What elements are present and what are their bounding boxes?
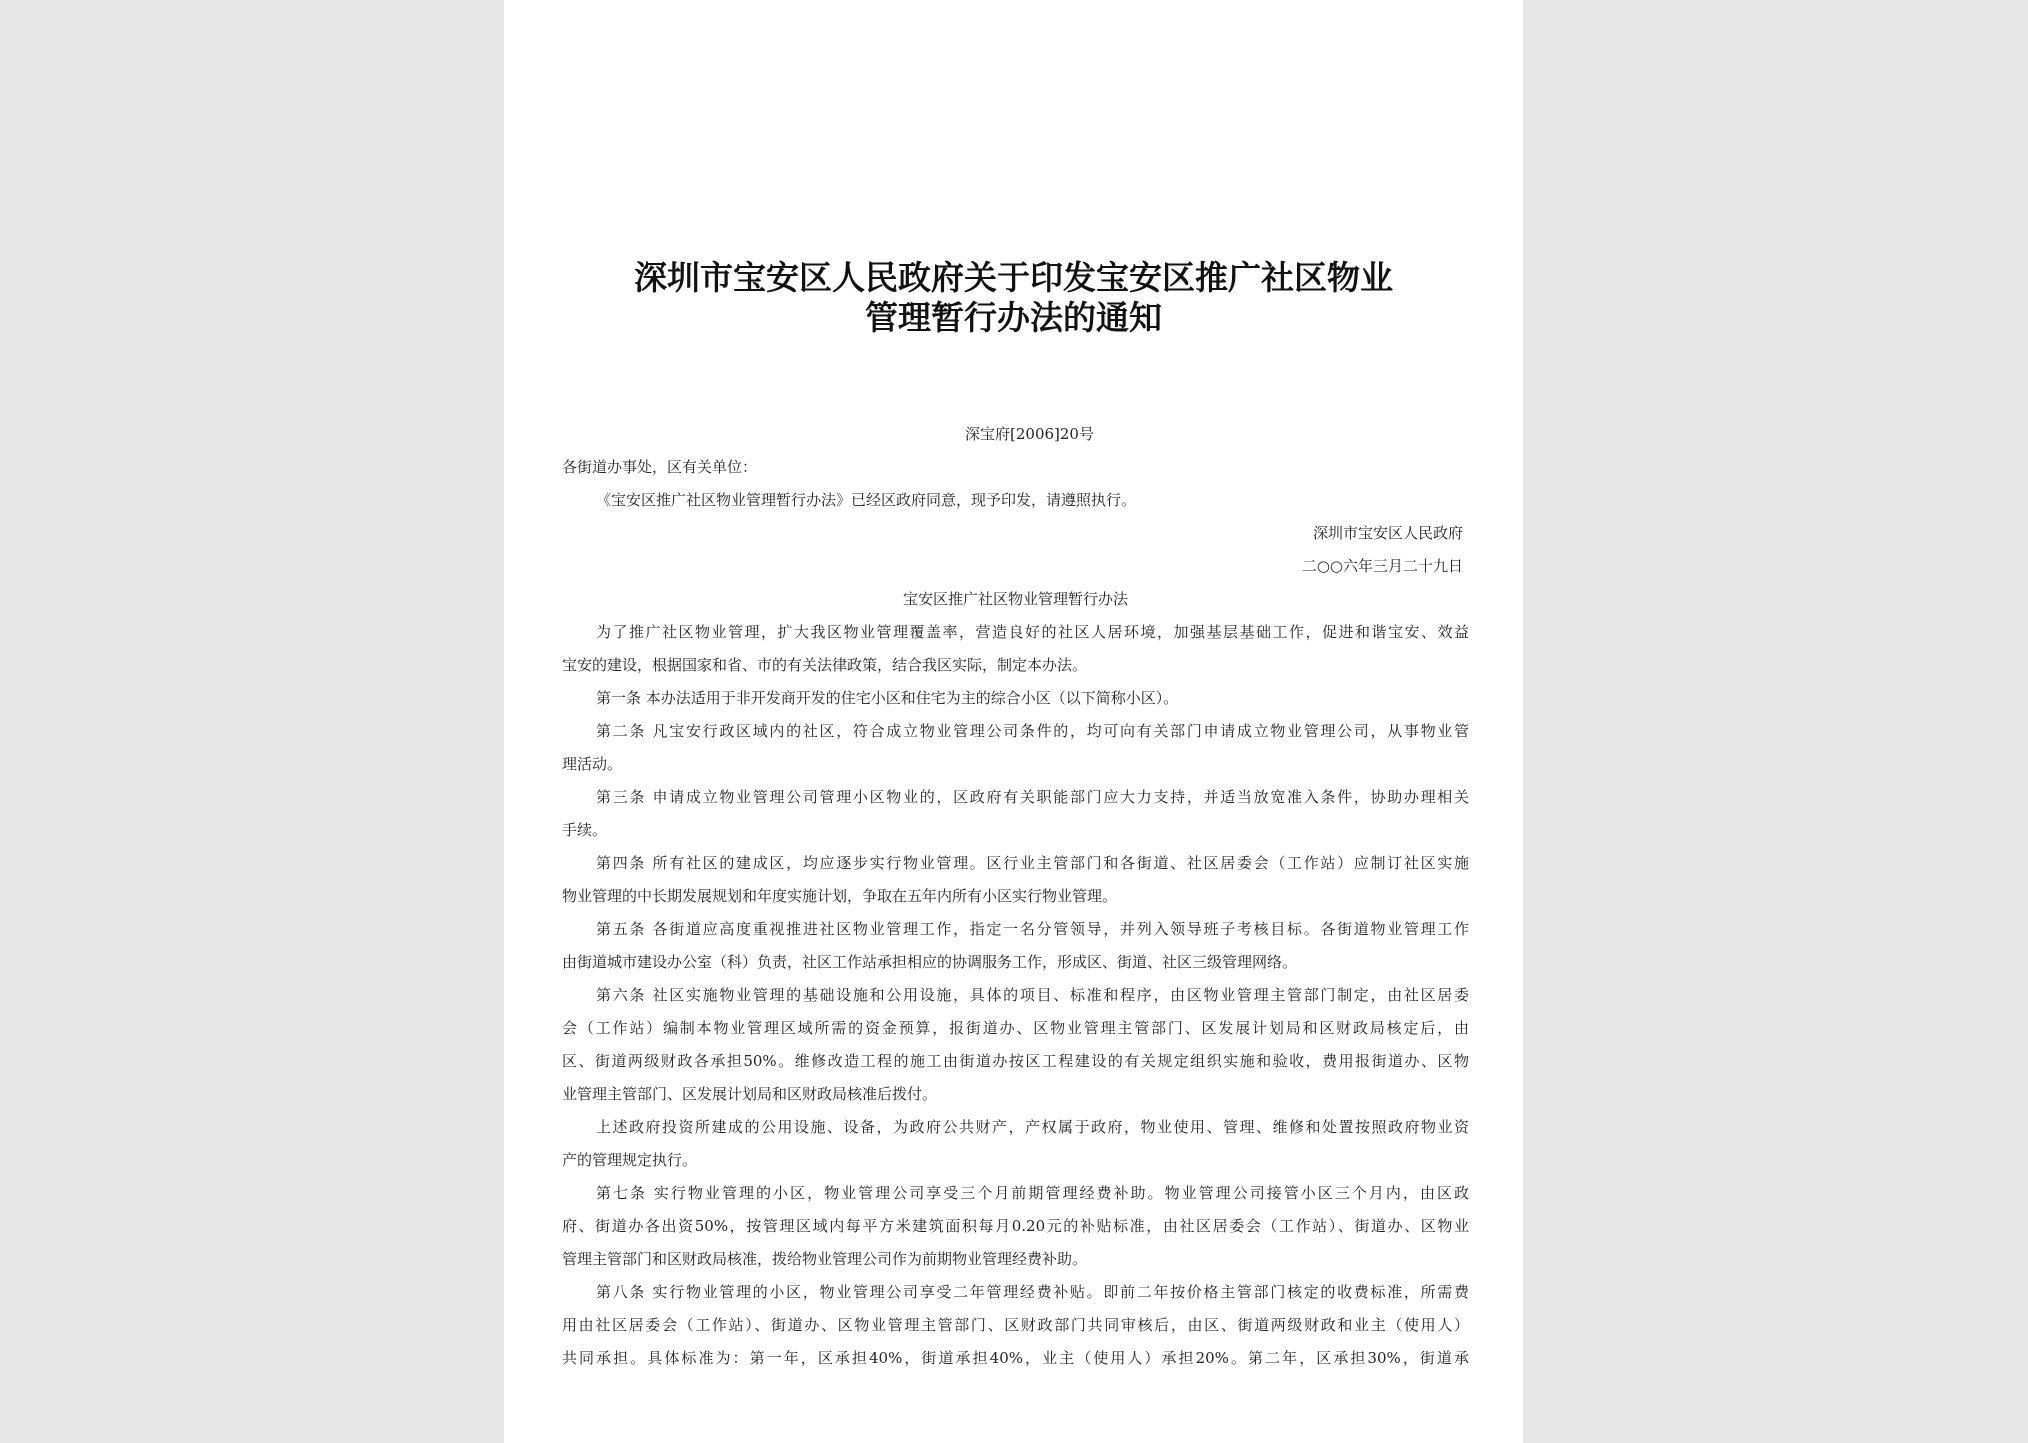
paragraph-line: 府、街道办各出资50%，按管理区域内每平方米建筑面积每月0.20元的补贴标准，由社区居委会（工作站）、街道办、区物业 (562, 1217, 1469, 1235)
paragraph-line: 上述政府投资所建成的公用设施、设备，为政府公共财产，产权属于政府，物业使用、管理、维修和处置按照政府物业资 (596, 1118, 1469, 1136)
paragraph-article-4 (562, 847, 1469, 913)
paragraph-line: 会（工作站）编制本物业管理区域所需的资金预算，报街道办、区物业管理主管部门、区发展计划局和区财政局核定后，由 (562, 1019, 1469, 1037)
subtitle: 宝安区推广社区物业管理暂行办法 (902, 590, 1128, 608)
paragraph-line: 第八条 实行物业管理的小区，物业管理公司享受二年管理经费补贴。即前二年按价格主管部门核定的收费标准，所需费 (596, 1283, 1469, 1301)
paragraph-line: 第二条 凡宝安行政区域内的社区，符合成立物业管理公司条件的，均可向有关部门申请成立物业管理公司，从事物业管 (596, 722, 1469, 740)
paragraph-line: 第三条 申请成立物业管理公司管理小区物业的，区政府有关职能部门应大力支持，并适当放宽准入条件，协助办理相关 (596, 788, 1469, 806)
paragraph-line: 第六条 社区实施物业管理的基础设施和公用设施，具体的项目、标准和程序，由区物业管理主管部门制定，由社区居委 (596, 986, 1469, 1004)
paragraph-public-assets (562, 1111, 1469, 1177)
paragraph-line: 由街道城市建设办公室（科）负责，社区工作站承担相应的协调服务工作，形成区、街道、社区三级管理网络。 (562, 953, 1298, 971)
document-page (504, 0, 1523, 1443)
paragraph-line: 第五条 各街道应高度重视推进社区物业管理工作，指定一名分管领导，并列入领导班子考核目标。各街道物业管理工作 (596, 920, 1469, 938)
paragraph-line: 区、街道两级财政各承担50%。维修改造工程的施工由街道办按区工程建设的有关规定组织实施和验收，费用报街道办、区物 (562, 1052, 1469, 1070)
paragraph-line: 理活动。 (562, 755, 623, 773)
issuer: 深圳市宝安区人民政府 (1312, 524, 1463, 542)
issue-date: 二○○六年三月二十九日 (1301, 557, 1463, 575)
paragraph-line: 共同承担。具体标准为：第一年，区承担40%，街道承担40%，业主（使用人）承担20%。第二年，区承担30%，街道承 (562, 1349, 1469, 1367)
paragraph-line: 产的管理规定执行。 (562, 1151, 698, 1169)
paragraph-line: 物业管理的中长期发展规划和年度实施计划，争取在五年内所有小区实行物业管理。 (562, 887, 1118, 905)
paragraph-line: 管理主管部门和区财政局核准，拨给物业管理公司作为前期物业管理经费补助。 (562, 1250, 1088, 1268)
paragraph-line: 业管理主管部门、区发展计划局和区财政局核准后拨付。 (562, 1085, 938, 1103)
title-line-2: 管理暂行办法的通知 (865, 298, 1162, 337)
paragraph-line: 宝安的建设，根据国家和省、市的有关法律政策，结合我区实际，制定本办法。 (562, 656, 1088, 674)
paragraph-line: 第七条 实行物业管理的小区，物业管理公司享受三个月前期管理经费补助。物业管理公司接管小区三个月内，由区政 (596, 1184, 1469, 1202)
paragraph-line: 第四条 所有社区的建成区，均应逐步实行物业管理。区行业主管部门和各街道、社区居委会（工作站）应制订社区实施 (596, 854, 1469, 872)
paragraph-line: 手续。 (562, 821, 608, 839)
paragraph-line: 为了推广社区物业管理，扩大我区物业管理覆盖率，营造良好的社区人居环境，加强基层基础工作，促进和谐宝安、效益 (596, 623, 1469, 641)
paragraph-line: 第一条 本办法适用于非开发商开发的住宅小区和住宅为主的综合小区（以下简称小区）。 (596, 689, 1179, 707)
document-number: 深宝府[2006]20号 (965, 425, 1094, 443)
salutation: 各街道办事处，区有关单位： (562, 458, 758, 476)
paragraph-article-8 (562, 1276, 1469, 1375)
paragraph-article-5 (562, 913, 1469, 979)
paragraph-article-2 (562, 715, 1469, 781)
intro-text: 《宝安区推广社区物业管理暂行办法》已经区政府同意，现予印发，请遵照执行。 (596, 491, 1137, 509)
title-line-1: 深圳市宝安区人民政府关于印发宝安区推广社区物业 (634, 258, 1393, 297)
paragraph-article-3 (562, 781, 1469, 847)
paragraph-article-1 (562, 682, 1469, 715)
paragraph-line: 用由社区居委会（工作站）、街道办、区物业管理主管部门、区财政部门共同审核后，由区、街道两级财政和业主（使用人） (562, 1316, 1469, 1334)
paragraph-article-7 (562, 1177, 1469, 1276)
document-title (544, 258, 1483, 338)
paragraph-preamble (562, 616, 1469, 682)
paragraph-article-6 (562, 979, 1469, 1111)
document-body (562, 418, 1469, 1375)
